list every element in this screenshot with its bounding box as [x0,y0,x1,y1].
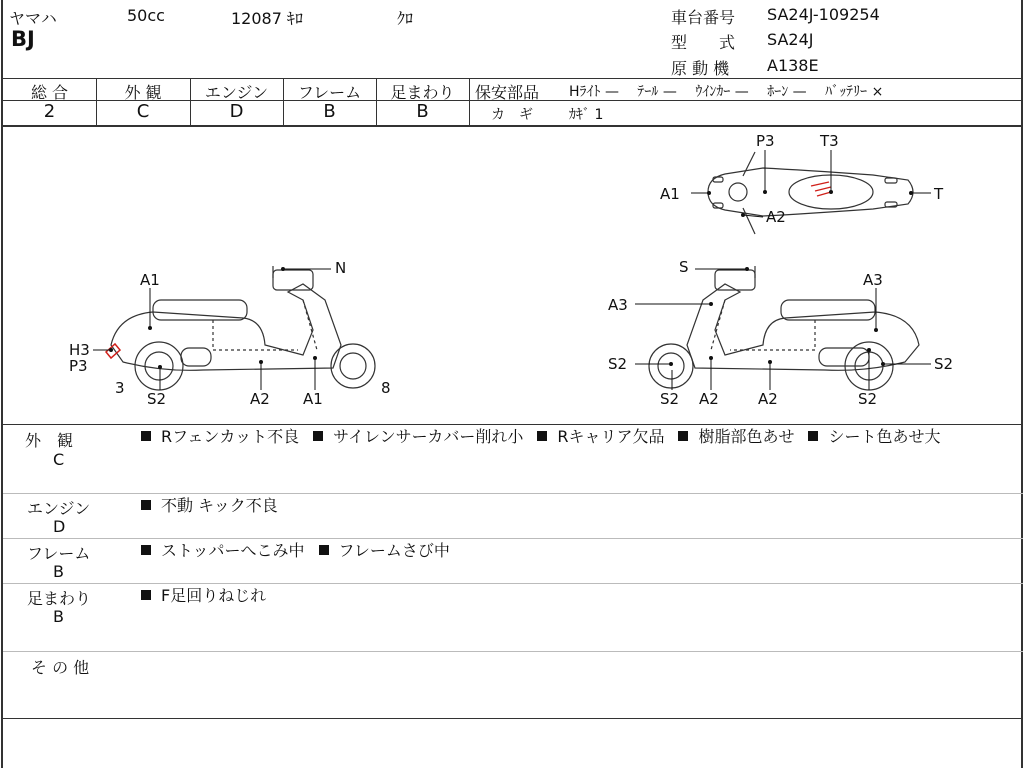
left-label-3: 3 [115,379,125,397]
left-damage-mark [106,344,120,358]
damage-diagram [3,0,1023,768]
left-label-a1: A1 [140,271,160,289]
right-label-a2-front: A2 [699,390,719,408]
top-label-t3: T3 [820,132,839,150]
grade-label-suspension: 足まわり [390,83,455,102]
grade-value-frame: B [323,101,336,122]
grade-value-total: 2 [43,101,56,122]
inspection-sheet [1,0,1023,768]
safety-items: Hﾗｲﾄ — ﾃｰﾙ — ｳｲﾝｶｰ — ﾎｰﾝ — ﾊﾞｯﾃﾘｰ × [569,84,884,100]
note-label-frame: フレーム [27,544,91,563]
maker: ヤマハ [9,9,57,28]
note-items-frame: ストッパーへこみ中 フレームさび中 [139,540,462,562]
safety-label: 保安部品 [475,83,540,102]
left-label-a1-bottom: A1 [303,390,323,408]
model-code-label: 型 式 [671,33,736,52]
right-label-a3-rear: A3 [863,271,883,289]
right-label-a2: A2 [758,390,778,408]
note-label-other: そ の 他 [31,658,90,677]
note-label-suspension: 足まわり [27,589,92,608]
grade-label-total: 総 合 [30,83,69,102]
grade-label-frame: フレーム [297,83,362,102]
grade-label-engine: エンジン [204,83,269,102]
left-label-n: N [335,259,347,277]
left-view-leaders [93,269,331,390]
top-label-a2: A2 [766,208,786,226]
note-label-engine: エンジン [27,499,91,518]
left-label-s2: S2 [147,390,167,408]
mileage: 12087 ｷﾛ [231,9,303,28]
right-label-a3-front: A3 [608,296,628,314]
left-label-p3: P3 [69,357,88,375]
key-value: ｶｷﾞ 1 [569,107,604,123]
top-label-a1: A1 [660,185,680,203]
top-damage-mark [811,182,831,196]
left-label-8: 8 [381,379,391,397]
right-label-s2-front: S2 [608,355,628,373]
right-label-s2-rear: S2 [934,355,954,373]
left-label-a2: A2 [250,390,270,408]
note-items-exterior: Rフェンカット不良 サイレンサーカバー削れ小 Rキャリア欠品 樹脂部色あせ シート色あせ大 [139,426,1019,448]
note-items-engine: 不動 キック不良 [139,495,290,517]
note-grade-frame: B [53,562,64,581]
key-label: カ ギ [491,107,533,123]
model-code: SA24J [767,30,814,49]
right-label-s2-rear-bottom: S2 [858,390,878,408]
top-view-scooter [708,152,913,234]
model-name: BJ [11,27,35,51]
note-label-exterior: 外 観 [25,431,74,450]
engine-code: A138E [767,56,819,75]
frame-no-label: 車台番号 [671,8,736,27]
engine-label: 原 動 機 [671,59,730,78]
grade-label-exterior: 外 観 [124,83,162,102]
grade-value-suspension: B [416,101,429,122]
top-label-p3: P3 [756,132,775,150]
grade-value-exterior: C [136,101,150,122]
frame-no: SA24J-109254 [767,5,880,24]
note-grade-exterior: C [53,450,65,469]
top-label-t: T [934,185,944,203]
note-grade-engine: D [53,517,66,536]
grade-value-engine: D [229,101,244,122]
left-label-h3: H3 [69,341,90,359]
note-grade-suspension: B [53,607,64,626]
displacement: 50cc [127,6,165,25]
right-label-s: S [679,258,689,276]
right-view-leaders [635,269,931,390]
note-items-suspension: F足回りねじれ [139,585,278,607]
right-label-s2-bottom: S2 [660,390,680,408]
color: ｸﾛ [397,9,414,28]
